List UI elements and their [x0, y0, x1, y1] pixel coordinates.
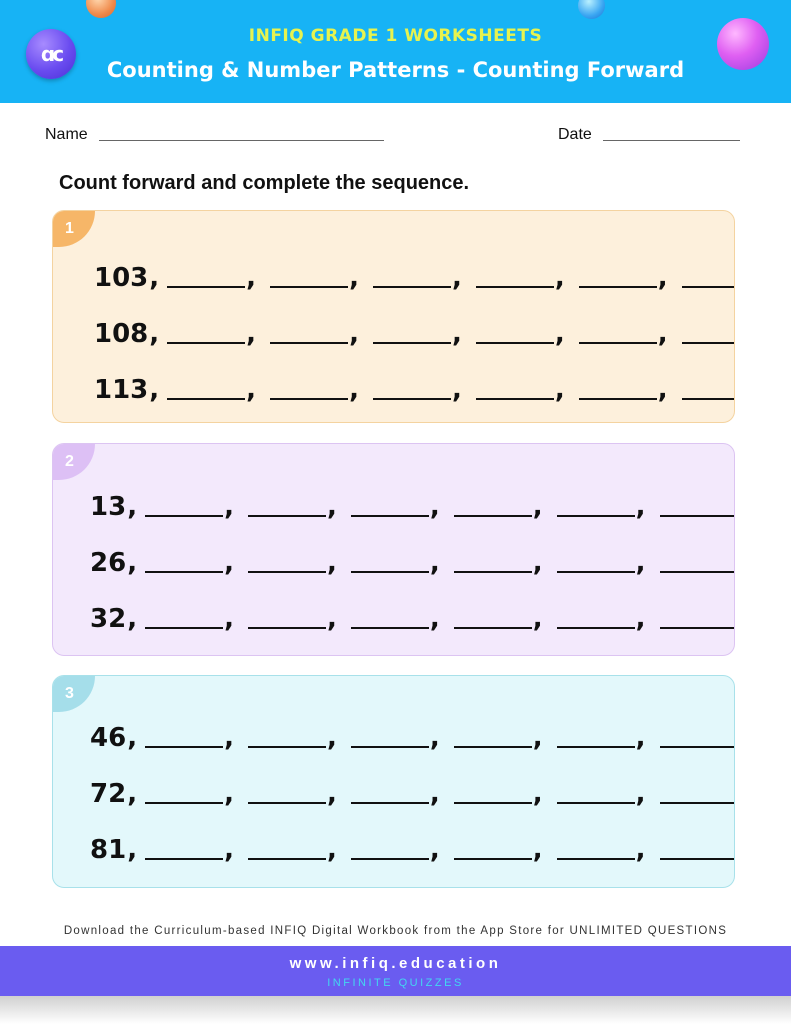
- answer-blank[interactable]: [145, 746, 223, 748]
- answer-blank[interactable]: [682, 286, 735, 288]
- comma: ,: [451, 375, 462, 405]
- comma: ,: [635, 779, 646, 809]
- answer-blank[interactable]: [660, 571, 735, 573]
- answer-blank[interactable]: [373, 398, 451, 400]
- comma: ,: [635, 835, 646, 865]
- sequence-row: [94, 253, 735, 293]
- answer-blank[interactable]: [476, 342, 554, 344]
- decorative-orange-ball: [86, 0, 116, 18]
- answer-blank[interactable]: [351, 571, 429, 573]
- footer-tagline: INFINITE QUIZZES: [327, 977, 464, 989]
- comma: ,: [326, 492, 337, 522]
- logo-mark: ɑc: [40, 42, 62, 66]
- answer-blank[interactable]: [579, 342, 657, 344]
- date-field[interactable]: [603, 140, 740, 141]
- answer-blank[interactable]: [476, 286, 554, 288]
- comma: ,: [635, 548, 646, 578]
- sequence-start: 113: [94, 375, 149, 405]
- date-label: Date: [558, 126, 592, 143]
- bottom-shadow: [0, 996, 791, 1024]
- comma: ,: [429, 548, 440, 578]
- question-number-badge: 1: [53, 211, 95, 247]
- answer-blank[interactable]: [270, 398, 348, 400]
- answer-blank[interactable]: [579, 286, 657, 288]
- question-box-2: [52, 443, 735, 656]
- sequence-start: 26: [90, 548, 127, 578]
- comma: ,: [554, 263, 565, 293]
- comma: ,: [657, 375, 668, 405]
- comma: ,: [349, 375, 359, 405]
- answer-blank[interactable]: [557, 515, 635, 517]
- question-box-3: [52, 675, 735, 888]
- name-label: Name: [45, 126, 88, 143]
- sequence-start: 72: [90, 779, 127, 809]
- comma: ,: [657, 263, 668, 293]
- sequence-row: [90, 482, 735, 522]
- answer-blank[interactable]: [373, 342, 451, 344]
- sequence-row: [94, 309, 735, 349]
- answer-blank[interactable]: [557, 802, 635, 804]
- answer-blank[interactable]: [167, 398, 245, 400]
- answer-blank[interactable]: [454, 858, 532, 860]
- comma: ,: [635, 723, 646, 753]
- answer-blank[interactable]: [454, 746, 532, 748]
- answer-blank[interactable]: [248, 746, 326, 748]
- comma: ,: [326, 604, 337, 634]
- comma: ,: [554, 375, 565, 405]
- answer-blank[interactable]: [248, 571, 326, 573]
- comma: ,: [149, 263, 160, 293]
- comma: ,: [326, 723, 337, 753]
- answer-blank[interactable]: [351, 515, 429, 517]
- comma: ,: [532, 723, 543, 753]
- comma: ,: [127, 723, 138, 753]
- question-number-badge: 2: [53, 444, 95, 480]
- comma: ,: [246, 375, 257, 405]
- answer-blank[interactable]: [476, 398, 554, 400]
- answer-blank[interactable]: [167, 342, 245, 344]
- comma: ,: [149, 375, 160, 405]
- comma: ,: [429, 723, 440, 753]
- answer-blank[interactable]: [454, 627, 532, 629]
- comma: ,: [532, 835, 543, 865]
- comma: ,: [429, 604, 440, 634]
- answer-blank[interactable]: [557, 858, 635, 860]
- comma: ,: [451, 263, 462, 293]
- comma: ,: [532, 492, 543, 522]
- answer-blank[interactable]: [557, 746, 635, 748]
- comma: ,: [224, 835, 234, 865]
- footer-promo: Download the Curriculum-based INFIQ Digital Workbook from the App Store for UNLIMITED QUESTIONS: [63, 925, 728, 937]
- sequence-start: 32: [90, 604, 127, 634]
- answer-blank[interactable]: [351, 802, 429, 804]
- page-title: Counting & Number Patterns - Counting Forward: [106, 58, 685, 82]
- page-header: [0, 0, 791, 103]
- answer-blank[interactable]: [557, 627, 635, 629]
- answer-blank[interactable]: [557, 571, 635, 573]
- comma: ,: [429, 492, 440, 522]
- answer-blank[interactable]: [145, 802, 223, 804]
- sequence-start: 46: [90, 723, 127, 753]
- answer-blank[interactable]: [248, 858, 326, 860]
- answer-blank[interactable]: [351, 858, 429, 860]
- comma: ,: [429, 779, 440, 809]
- answer-blank[interactable]: [660, 515, 735, 517]
- question-number-badge: 3: [53, 676, 95, 712]
- comma: ,: [532, 548, 543, 578]
- sequence-start: 13: [90, 492, 127, 522]
- comma: ,: [635, 604, 646, 634]
- answer-blank[interactable]: [660, 802, 735, 804]
- answer-blank[interactable]: [454, 571, 532, 573]
- answer-blank[interactable]: [351, 627, 429, 629]
- comma: ,: [149, 319, 160, 349]
- answer-blank[interactable]: [145, 515, 223, 517]
- comma: ,: [127, 779, 138, 809]
- sequence-row: [90, 769, 735, 809]
- footer-url[interactable]: www.infiq.education: [289, 955, 502, 972]
- comma: ,: [127, 835, 138, 865]
- comma: ,: [532, 604, 543, 634]
- comma: ,: [224, 548, 234, 578]
- answer-blank[interactable]: [660, 858, 735, 860]
- comma: ,: [224, 492, 234, 522]
- sequence-row: [94, 365, 735, 405]
- answer-blank[interactable]: [660, 746, 735, 748]
- answer-blank[interactable]: [248, 627, 326, 629]
- answer-blank[interactable]: [248, 515, 326, 517]
- answer-blank[interactable]: [270, 342, 348, 344]
- answer-blank[interactable]: [373, 286, 451, 288]
- answer-blank[interactable]: [351, 746, 429, 748]
- comma: ,: [429, 835, 440, 865]
- answer-blank[interactable]: [270, 286, 348, 288]
- answer-blank[interactable]: [167, 286, 245, 288]
- answer-blank[interactable]: [660, 627, 735, 629]
- sequence-row: [90, 825, 735, 865]
- brand-line: INFIQ GRADE 1 WORKSHEETS: [248, 26, 543, 46]
- answer-blank[interactable]: [682, 342, 735, 344]
- comma: ,: [657, 319, 668, 349]
- comma: ,: [349, 319, 359, 349]
- comma: ,: [326, 779, 337, 809]
- comma: ,: [127, 492, 138, 522]
- sequence-start: 108: [94, 319, 149, 349]
- answer-blank[interactable]: [454, 515, 532, 517]
- answer-blank[interactable]: [145, 627, 223, 629]
- comma: ,: [326, 548, 337, 578]
- answer-blank[interactable]: [248, 802, 326, 804]
- comma: ,: [224, 604, 234, 634]
- comma: ,: [554, 319, 565, 349]
- comma: ,: [349, 263, 359, 293]
- answer-blank[interactable]: [145, 571, 223, 573]
- comma: ,: [532, 779, 543, 809]
- sequence-start: 103: [94, 263, 149, 293]
- sequence-row: [90, 538, 735, 578]
- decorative-blue-ball: [578, 0, 605, 19]
- comma: ,: [224, 779, 234, 809]
- answer-blank[interactable]: [454, 802, 532, 804]
- comma: ,: [451, 319, 462, 349]
- answer-blank[interactable]: [579, 398, 657, 400]
- answer-blank[interactable]: [145, 858, 223, 860]
- comma: ,: [635, 492, 646, 522]
- comma: ,: [326, 835, 337, 865]
- comma: ,: [127, 604, 138, 634]
- instructions: Count forward and complete the sequence.: [59, 172, 470, 194]
- question-box-1: [52, 210, 735, 423]
- sequence-start: 81: [90, 835, 127, 865]
- comma: ,: [246, 319, 257, 349]
- name-field[interactable]: [99, 140, 384, 141]
- comma: ,: [127, 548, 138, 578]
- comma: ,: [246, 263, 257, 293]
- sequence-row: [90, 594, 735, 634]
- answer-blank[interactable]: [682, 398, 735, 400]
- sequence-row: [90, 713, 735, 753]
- comma: ,: [224, 723, 234, 753]
